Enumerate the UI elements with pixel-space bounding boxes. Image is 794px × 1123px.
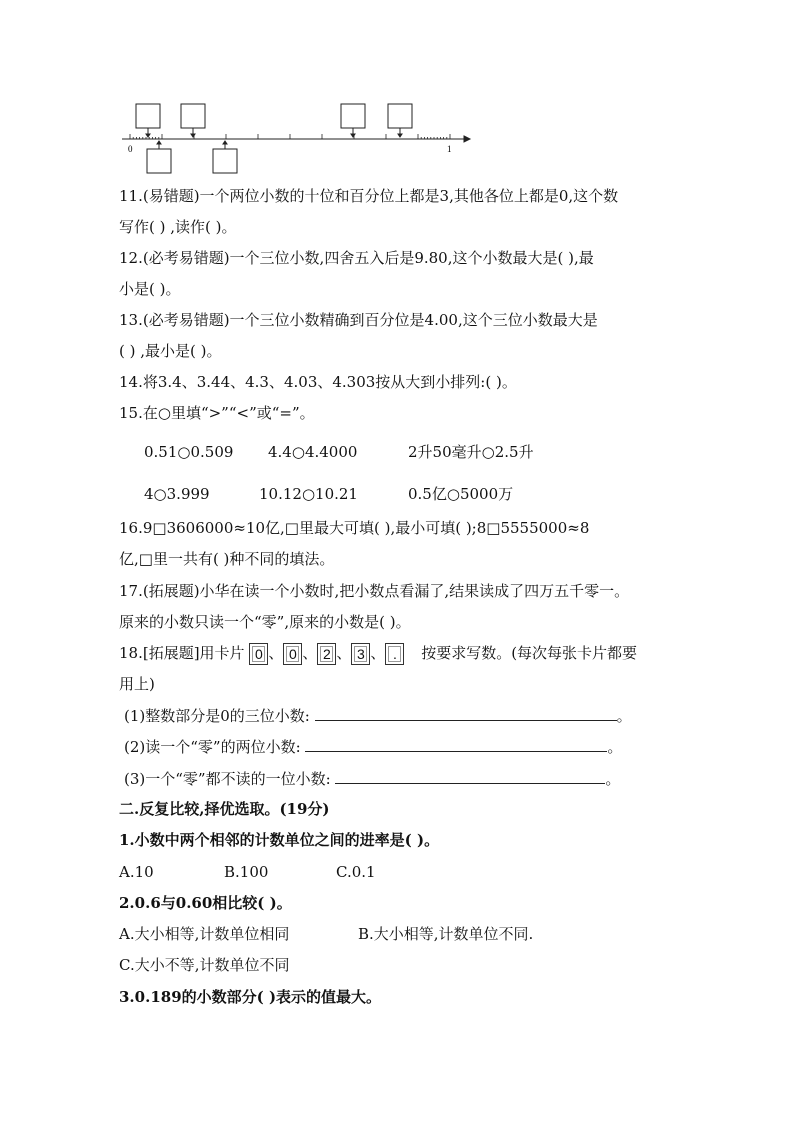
question-17-line1: 17.(拓展题)小华在读一个小数时,把小数点看漏了,结果读成了四万五千零一。: [119, 582, 630, 600]
card-separator: 、: [302, 644, 318, 662]
answer-box: [147, 149, 171, 173]
comparison-item: 2升50毫升○2.5升: [408, 443, 534, 461]
card-separator: 、: [336, 644, 352, 662]
comparison-item: 4.4○4.4000: [268, 443, 358, 461]
comparison-item: 0.5亿○5000万: [408, 485, 514, 503]
answer-line[interactable]: [305, 737, 607, 752]
question-11-line2: 写作( ) ,读作( )。: [119, 218, 237, 236]
digit-card: 0: [249, 643, 268, 665]
question-17-line2: 原来的小数只读一个“零”,原来的小数是( )。: [119, 613, 411, 631]
choice-question-1: 1.小数中两个相邻的计数单位之间的进率是( )。: [119, 831, 440, 849]
answer-line[interactable]: [315, 706, 617, 721]
answer-line[interactable]: [335, 769, 605, 784]
question-12-line1: 12.(必考易错题)一个三位小数,四舍五入后是9.80,这个小数最大是( ),最: [119, 249, 594, 267]
question-16-line2: 亿,□里一共有( )种不同的填法。: [119, 550, 335, 568]
question-18-sub1: [124, 706, 632, 726]
answer-box: [181, 104, 205, 128]
option-b: B.100: [224, 863, 269, 881]
digit-card: 2: [317, 643, 336, 665]
option-c: C.大小不等,计数单位不同: [119, 956, 290, 974]
question-18-suffix: 按要求写数。(每次每张卡片都要: [421, 644, 638, 662]
sub1-text: (1)整数部分是0的三位小数:: [124, 707, 310, 725]
answer-box: [213, 149, 237, 173]
question-13-line2: ( ) ,最小是( )。: [119, 342, 222, 360]
question-16-line1: 16.9□3606000≈10亿,□里最大可填( ),最小可填( );8□5555000≈8: [119, 519, 590, 537]
choice-question-2: 2.0.6与0.60相比较( )。: [119, 894, 292, 912]
question-18-sub2: [124, 737, 622, 757]
question-18-line2: 用上): [119, 675, 155, 693]
comparison-item: 0.51○0.509: [144, 443, 234, 461]
question-15: 15.在○里填“>”“<”或“=”。: [119, 404, 315, 422]
sub1-end: 。: [616, 707, 632, 725]
comparison-item: 4○3.999: [144, 485, 210, 503]
question-13-line1: 13.(必考易错题)一个三位小数精确到百分位是4.00,这个三位小数最大是: [119, 311, 598, 329]
sub2-end: 。: [607, 738, 623, 756]
sub2-text: (2)读一个“零”的两位小数:: [124, 738, 301, 756]
answer-box: [341, 104, 365, 128]
question-12-line2: 小是( )。: [119, 280, 181, 298]
digit-card: 3: [351, 643, 370, 665]
decimal-point-card: .: [385, 643, 404, 665]
digit-card: 0: [283, 643, 302, 665]
option-a: A.10: [119, 863, 154, 881]
question-18-sub3: [124, 769, 620, 789]
question-18-prefix: 18.[拓展题]用卡片: [119, 644, 245, 662]
question-11-line1: 11.(易错题)一个两位小数的十位和百分位上都是3,其他各位上都是0,这个数: [119, 187, 619, 205]
option-b: B.大小相等,计数单位不同.: [358, 925, 534, 943]
sub3-text: (3)一个“零”都不读的一位小数:: [124, 770, 331, 788]
question-14: 14.将3.4、3.44、4.3、4.03、4.303按从大到小排列:( )。: [119, 373, 517, 391]
answer-box: [136, 104, 160, 128]
answer-box: [388, 104, 412, 128]
question-18-line1: [119, 643, 637, 665]
card-separator: 、: [370, 644, 386, 662]
axis-label-zero: 0: [128, 144, 133, 154]
card-separator: 、: [268, 644, 284, 662]
axis-label-one: 1: [447, 144, 452, 154]
option-c: C.0.1: [336, 863, 376, 881]
lower-answer-boxes: [147, 149, 237, 173]
option-a: A.大小相等,计数单位相同: [119, 925, 290, 943]
choice-question-3: 3.0.189的小数部分( )表示的值最大。: [119, 988, 382, 1006]
number-line-figure: [118, 95, 478, 177]
comparison-item: 10.12○10.21: [259, 485, 358, 503]
upper-answer-boxes: [136, 104, 412, 128]
sub3-end: 。: [605, 770, 621, 788]
section-2-heading: 二.反复比较,择优选取。(19分): [119, 800, 330, 818]
